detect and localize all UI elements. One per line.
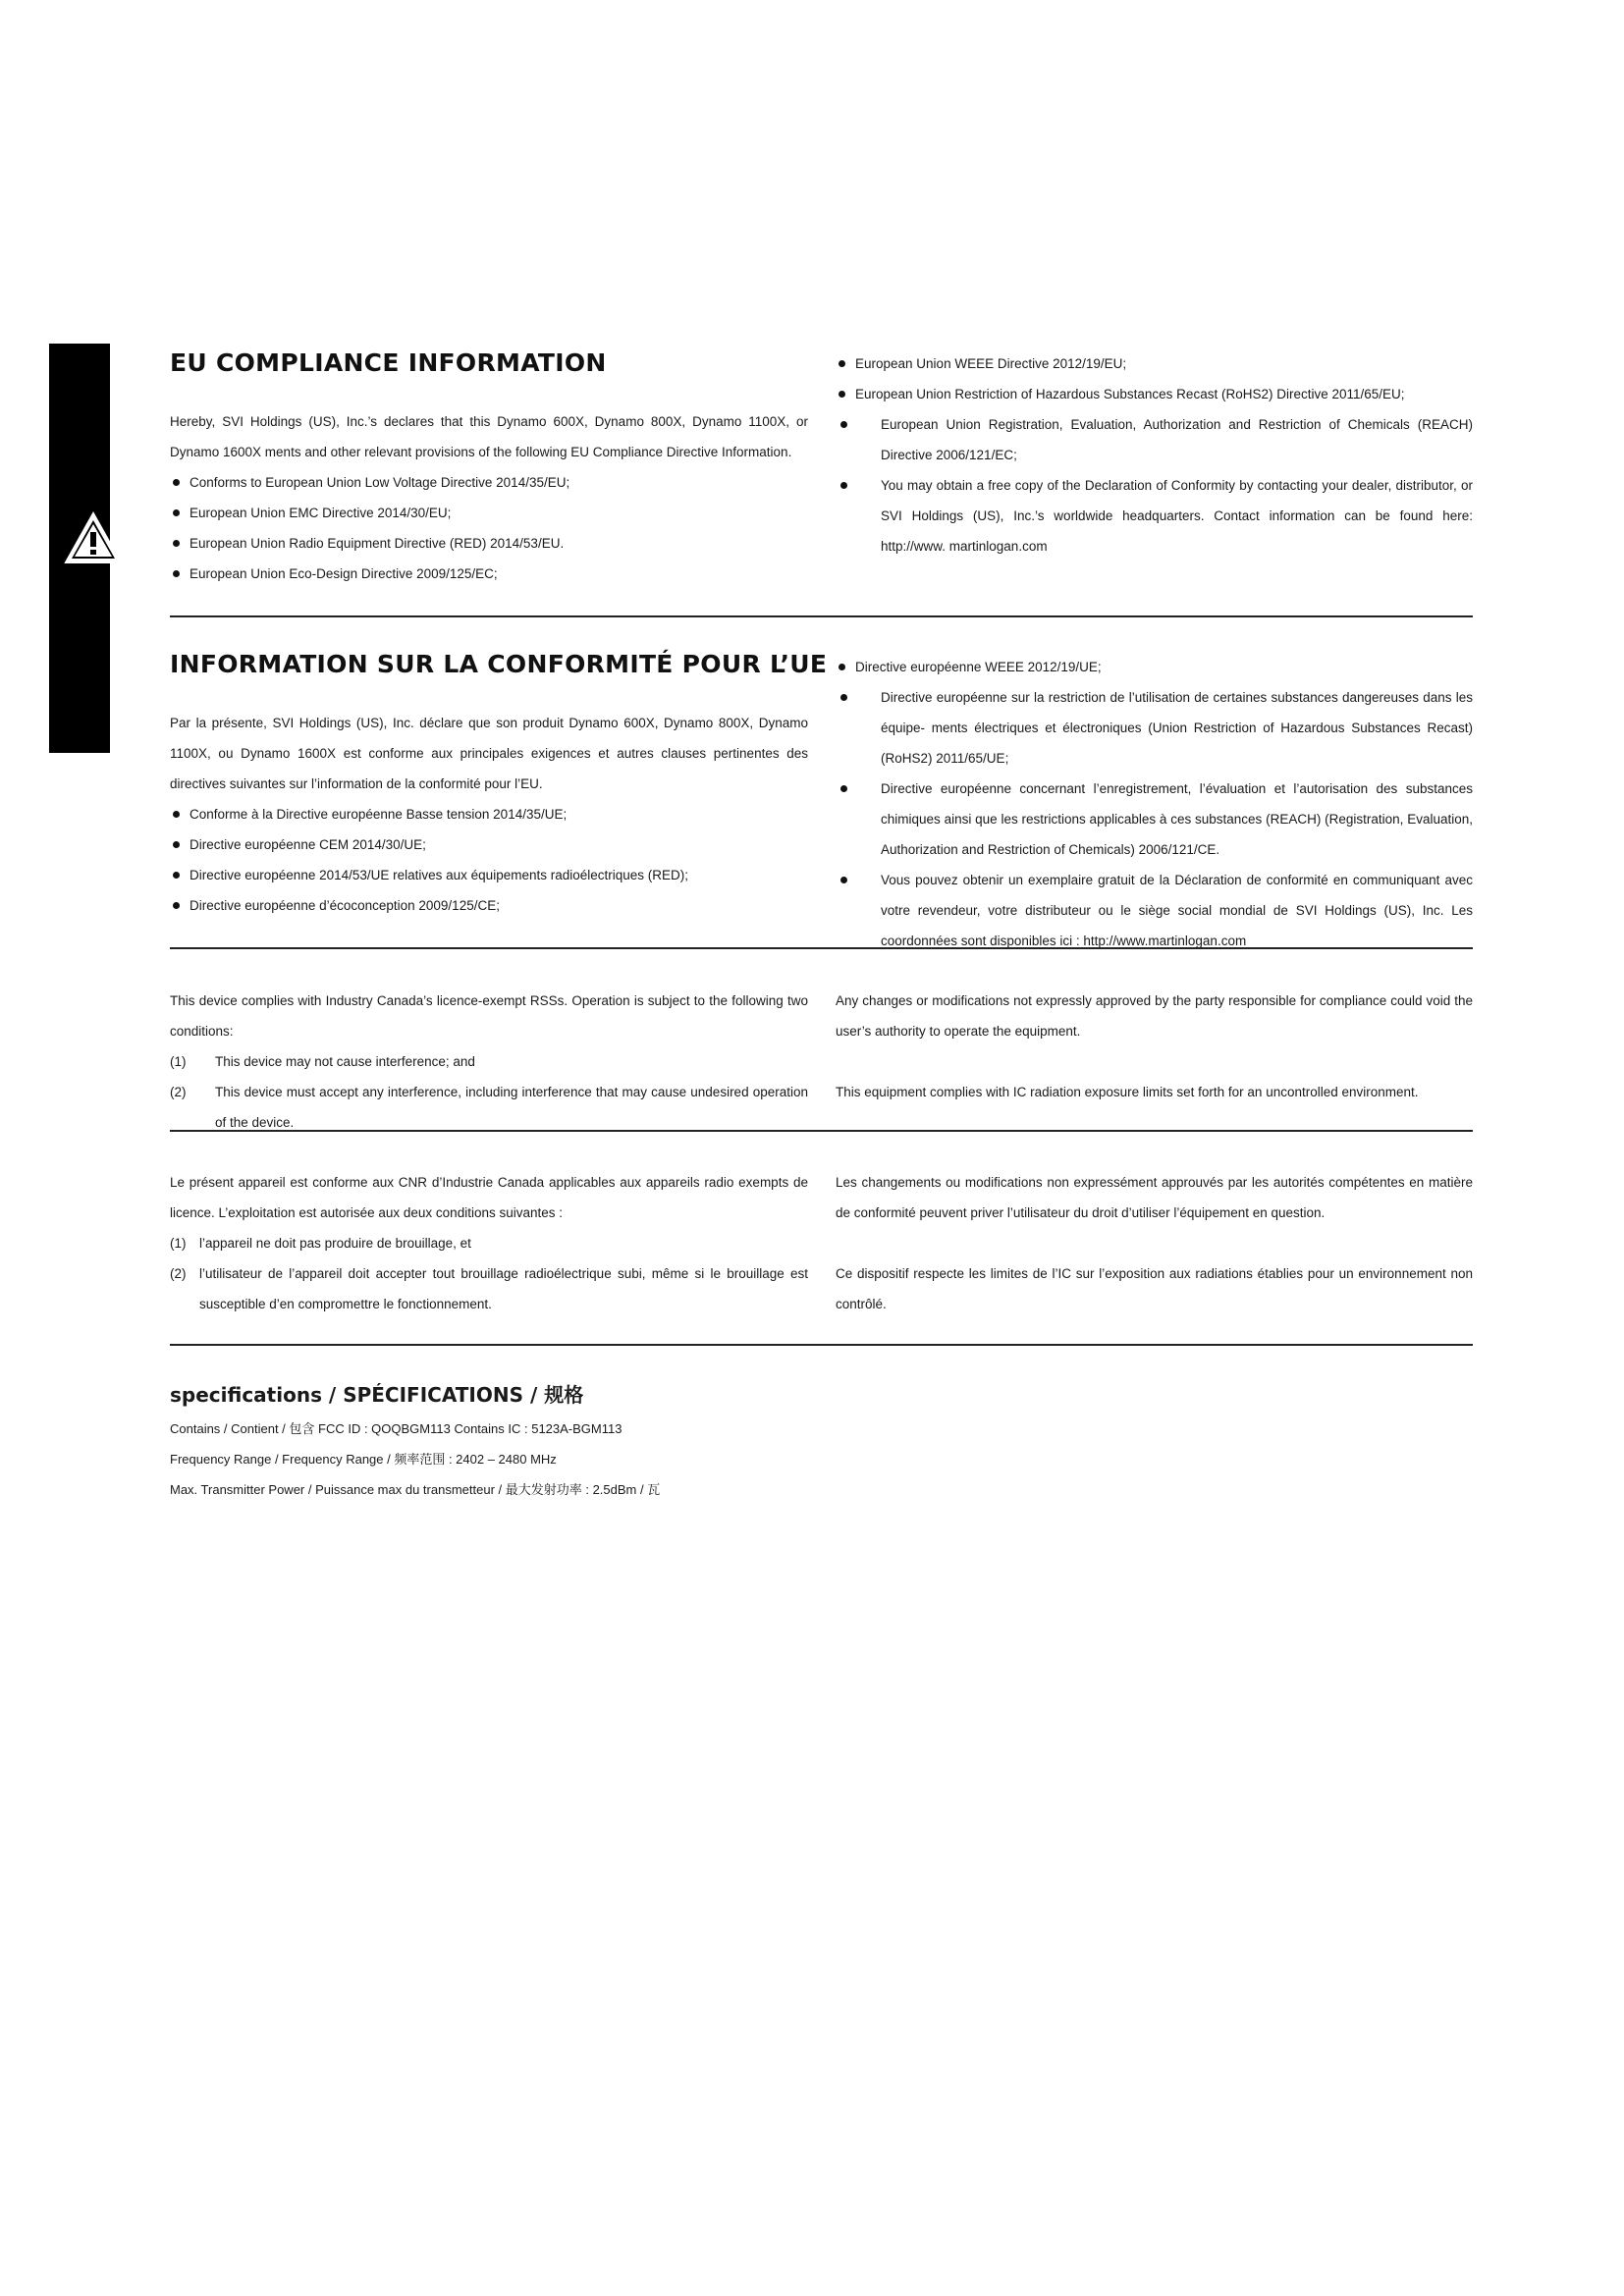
ic-en-right-p2: This equipment complies with IC radiation exposure limits set forth for an uncontrolled environment. (836, 1085, 1419, 1099)
list-item: European Union Radio Equipment Directive (RED) 2014/53/EU. (170, 528, 808, 559)
list-item: (2) This device must accept any interference, including interference that may cause undesired operation of the device. (170, 1085, 808, 1130)
ic-fr-right-p2: Ce dispositif respecte les limites de l’IC sur l’exposition aux radiations établies pour un environnement non contrôlé. (836, 1266, 1473, 1311)
list-item: (1) l’appareil ne doit pas produire de brouillage, et (170, 1236, 471, 1251)
spec-line: Frequency Range / Frequency Range / 频率范围 : 2402 – 2480 MHz (170, 1452, 557, 1467)
specifications-heading: specifications / SPÉCIFICATIONS / 规格 (170, 1383, 584, 1407)
eu-compliance-section (170, 348, 1473, 614)
list-item: Directive européenne concernant l’enregistrement, l’évaluation et l’autorisation des substances chimiques ainsi que les restrictions applicables à ces substances (REACH) (Registration, Evaluation, Authorization and Restriction of Chemicals) 2006/121/CE. (836, 774, 1473, 865)
list-item: European Union Restriction of Hazardous Substances Recast (RoHS2) Directive 2011/65/EU; (836, 379, 1473, 409)
list-item: European Union WEEE Directive 2012/19/EU; (836, 348, 1473, 379)
list-item: Directive européenne 2014/53/UE relatives aux équipements radioélectriques (RED); (170, 860, 808, 890)
list-item: Directive européenne CEM 2014/30/UE; (170, 829, 808, 860)
list-item: European Union Registration, Evaluation, Authorization and Restriction of Chemicals (REACH) Directive 2006/121/EC; (836, 409, 1473, 470)
list-item: Conforms to European Union Low Voltage Directive 2014/35/EU; (170, 467, 808, 498)
ic-fr-intro: Le présent appareil est conforme aux CNR d’Industrie Canada applicables aux appareils radio exempts de licence. L’exploitation est autorisée aux deux conditions suivantes : (170, 1175, 808, 1220)
list-item: European Union EMC Directive 2014/30/EU; (170, 498, 808, 528)
list-item: Directive européenne sur la restriction de l’utilisation de certaines substances dangereuses dans les équipe- ments électriques et électroniques (Union Restriction of Hazardous Substances Recast) (RoHS2) 2011/65/UE; (836, 682, 1473, 774)
fr-left-bullets (170, 799, 808, 921)
eu-right-bullets (836, 348, 1473, 409)
eu-right-bullets-wide (836, 409, 1473, 561)
fr-right-bullets-wide (836, 682, 1473, 956)
list-item: (1) This device may not cause interference; and (170, 1054, 475, 1069)
ic-english-section (170, 986, 1473, 1130)
fr-compliance-heading: INFORMATION SUR LA CONFORMITÉ POUR L’UE (170, 650, 828, 678)
ic-en-conditions (170, 1046, 808, 1138)
ic-en-right-p1: Any changes or modifications not expressly approved by the party responsible for compliance could void the user’s authority to operate the equipment. (836, 993, 1473, 1039)
specifications-section (170, 1379, 1473, 1497)
spec-line: Contains / Contient / 包含 FCC ID : QOQBGM113 Contains IC : 5123A-BGM113 (170, 1421, 623, 1436)
spec-line: Max. Transmitter Power / Puissance max du transmetteur / 最大发射功率 : 2.5dBm / 瓦 (170, 1482, 661, 1497)
divider (170, 1130, 1473, 1132)
divider (170, 947, 1473, 949)
list-item: European Union Eco-Design Directive 2009/125/EC; (170, 559, 808, 589)
list-item: Vous pouvez obtenir un exemplaire gratuit de la Déclaration de conformité en communiquant avec votre revendeur, votre distributeur ou le siège social mondial de SVI Holdings (US), Inc. Les coordonnées sont disponibles ici : http://www.martinlogan.com (836, 865, 1473, 956)
eu-intro: Hereby, SVI Holdings (US), Inc.’s declares that this Dynamo 600X, Dynamo 800X, Dynamo 1100X, or Dynamo 1600X ments and other relevant provisions of the following EU Compliance Directive Information. (170, 414, 808, 459)
list-item: Directive européenne WEEE 2012/19/UE; (836, 652, 1473, 682)
fr-intro: Par la présente, SVI Holdings (US), Inc. déclare que son produit Dynamo 600X, Dynamo 800X, Dynamo 1100X, ou Dynamo 1600X est conforme aux principales exigences et autres clauses pertinentes des directives suivantes sur l’information de la conformité pour l’EU. (170, 716, 808, 791)
ic-french-section (170, 1167, 1473, 1314)
divider (170, 615, 1473, 617)
eu-left-bullets (170, 467, 808, 589)
list-item: (2) l’utilisateur de l’appareil doit accepter tout brouillage radioélectrique subi, même si le brouillage est susceptible d’en compromettre le fonctionnement. (170, 1266, 808, 1311)
fr-compliance-section (170, 650, 1473, 948)
ic-fr-conditions (170, 1228, 808, 1319)
list-item: Directive européenne d’écoconception 2009/125/CE; (170, 890, 808, 921)
eu-compliance-heading: EU COMPLIANCE INFORMATION (170, 348, 607, 377)
divider (170, 1344, 1473, 1346)
ic-en-intro: This device complies with Industry Canada’s licence-exempt RSSs. Operation is subject to the following two conditions: (170, 993, 808, 1039)
list-item: Conforme à la Directive européenne Basse tension 2014/35/UE; (170, 799, 808, 829)
fr-right-bullets (836, 652, 1473, 682)
ic-fr-right-p1: Les changements ou modifications non expressément approuvés par les autorités compétentes en matière de conformité peuvent priver l’utilisateur du droit d’utiliser l’équipement en question. (836, 1175, 1473, 1220)
list-item: You may obtain a free copy of the Declaration of Conformity by contacting your dealer, distributor, or SVI Holdings (US), Inc.’s worldwide headquarters. Contact information can be found here: http://www. martinlogan.com (836, 470, 1473, 561)
warning-triangle-icon (63, 510, 124, 565)
